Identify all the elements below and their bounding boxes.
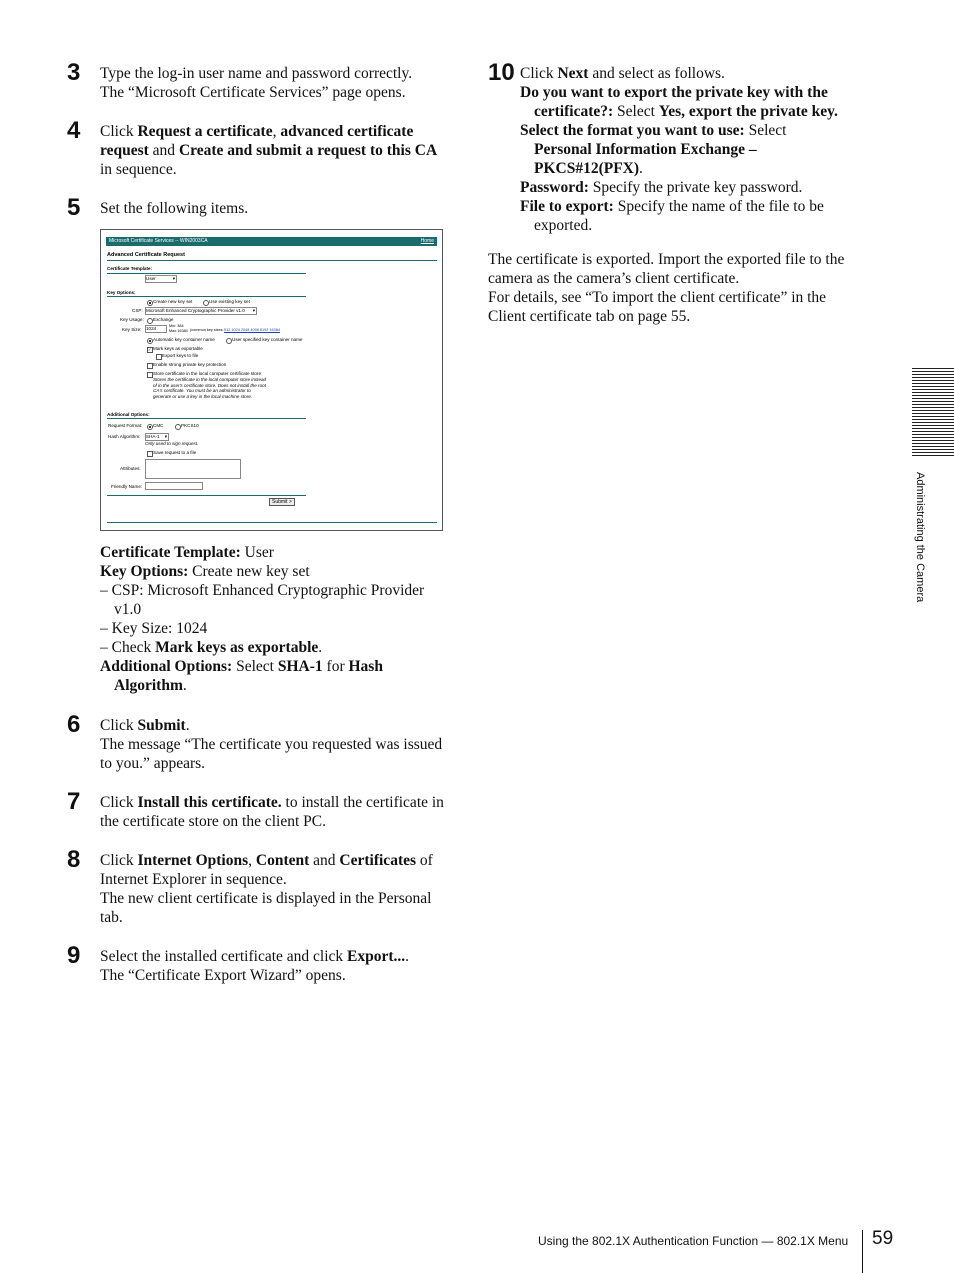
- bold-text: File to export:: [520, 198, 614, 215]
- step-10-text: [520, 64, 870, 235]
- certificate-request-screenshot: [100, 229, 443, 531]
- page-heading: Advanced Certificate Request: [107, 252, 185, 258]
- footer-divider: [862, 1230, 863, 1273]
- step-3-text: [100, 64, 450, 102]
- select-value: SHA-1: [146, 434, 160, 439]
- chevron-down-icon: ▾: [164, 434, 167, 439]
- bold-text: Yes, export the private key.: [658, 103, 838, 120]
- checkbox-label: Mark keys as exportable: [153, 346, 203, 351]
- bold-text: Install this certificate.: [137, 794, 282, 811]
- step-text: Type the log-in user name and password correctly.: [100, 65, 413, 82]
- select-value: User: [146, 276, 156, 281]
- text: – Check: [100, 639, 156, 656]
- step-7-text: [100, 793, 444, 831]
- text: Click: [520, 65, 558, 82]
- select-value: Microsoft Enhanced Cryptographic Provider v1.0: [146, 308, 245, 313]
- checkbox-label: Save request to a file: [153, 450, 197, 455]
- section-label: Additional Options:: [107, 412, 150, 417]
- text: and: [309, 852, 340, 869]
- step-number: 9: [67, 942, 81, 969]
- step-8-text: [100, 851, 444, 927]
- hash-note: Only used to sign request.: [145, 441, 199, 446]
- text: Specify the name of the file to be exported.: [534, 198, 824, 234]
- key-size-links[interactable]: 512 1024 2048 4096 8192 16384: [224, 328, 280, 332]
- text: in sequence.: [100, 161, 177, 178]
- step-number: 5: [67, 194, 81, 221]
- csp-select[interactable]: [145, 307, 257, 315]
- text: and: [148, 142, 179, 159]
- divider: [107, 296, 306, 297]
- step-text: The “Certificate Export Wizard” opens.: [100, 967, 346, 984]
- bold-text: Mark keys as exportable: [155, 639, 319, 656]
- step-number: 3: [67, 59, 81, 86]
- side-tab-label: Administrating the Camera: [914, 472, 926, 603]
- bold-text: Internet Options: [137, 852, 249, 869]
- checkbox-label: Enable strong private key protection: [153, 362, 227, 367]
- radio-label: Automatic key container name: [153, 337, 215, 342]
- paragraph: The certificate is exported. Import the exported file to the camera as the camera’s client certificate.: [488, 251, 845, 287]
- list-item: – Key Size: 1024: [100, 620, 208, 637]
- step-number: 7: [67, 788, 81, 815]
- field-label: Key Usage:: [120, 317, 144, 322]
- bold-text: Do you want to export the private key with the certificate?:: [520, 84, 828, 120]
- chevron-down-icon: ▾: [252, 308, 255, 313]
- text: Click: [100, 717, 138, 734]
- field-label: Key Size:: [122, 327, 142, 332]
- export-result-text: [488, 250, 863, 326]
- text: .: [318, 639, 323, 656]
- text: Click: [100, 794, 138, 811]
- bold-text: Select the format you want to use:: [520, 122, 745, 139]
- bold-text: Personal Information Exchange – PKCS#12(PFX): [534, 141, 757, 177]
- text: Select: [744, 122, 787, 139]
- checkbox-label: Store certificate in the local computer certificate store: [153, 371, 262, 376]
- radio-label: User specified key container name: [232, 337, 303, 342]
- field-label: CSP:: [132, 308, 143, 313]
- key-size-min: Min: 384: [169, 324, 184, 328]
- step-text: The message “The certificate you requested was issued to you.” appears.: [100, 736, 443, 772]
- field-label: Attributes:: [120, 466, 141, 471]
- bold-text: Additional Options:: [100, 658, 233, 675]
- radio-label: PKCS10: [181, 423, 199, 428]
- page-number: 59: [872, 1228, 894, 1249]
- bold-text: SHA-1: [277, 658, 323, 675]
- step-text: The new client certificate is displayed in the Personal tab.: [100, 890, 432, 926]
- attributes-textarea[interactable]: [145, 459, 241, 479]
- bold-text: Certificates: [339, 852, 417, 869]
- step-5-text: [100, 199, 444, 218]
- radio-label: CMC: [153, 423, 164, 428]
- checkbox-mark-exportable[interactable]: ✓: [148, 347, 152, 352]
- bold-text: Request a certificate: [137, 123, 273, 140]
- field-label: Request Format:: [108, 423, 143, 428]
- divider: [107, 260, 437, 261]
- text: .: [185, 717, 190, 734]
- radio-label: Exchange: [153, 317, 174, 322]
- text: Select the installed certificate and click: [100, 948, 348, 965]
- hash-select[interactable]: [145, 433, 169, 441]
- text: for: [322, 658, 349, 675]
- bold-text: advanced certificate request: [100, 123, 414, 159]
- bold-text: Hash Algorithm: [114, 658, 383, 694]
- text: Select: [232, 658, 278, 675]
- step-text: Set the following items.: [100, 200, 249, 217]
- text: .: [405, 948, 410, 965]
- bold-text: Next: [557, 65, 589, 82]
- key-size-input[interactable]: [145, 325, 167, 333]
- bold-text: Create and submit a request to this CA: [178, 142, 438, 159]
- divider: [107, 273, 306, 274]
- radio-label: Create new key set: [153, 299, 193, 304]
- step-number: 4: [67, 117, 81, 144]
- friendly-name-input[interactable]: [145, 482, 203, 490]
- step-number: 6: [67, 711, 81, 738]
- side-tab-bars: [912, 368, 954, 460]
- key-size-note: (common key sizes:: [190, 328, 224, 332]
- field-label: Hash Algorithm:: [108, 434, 141, 439]
- step-9-text: [100, 947, 444, 985]
- input-value: 1024: [146, 326, 157, 331]
- key-size-max: Max:16384: [169, 329, 188, 333]
- paragraph: For details, see “To import the client certificate” in the Client certificate tab on page 55.: [488, 289, 827, 325]
- step-number: 10: [488, 59, 515, 86]
- text: and select as follows.: [588, 65, 725, 82]
- bold-text: Submit: [137, 717, 186, 734]
- bold-text: Key Options:: [100, 563, 189, 580]
- text: ,: [248, 852, 256, 869]
- text: Click: [100, 852, 138, 869]
- field-label: Friendly Name:: [111, 484, 143, 489]
- bold-text: Password:: [520, 179, 589, 196]
- title-bar: [106, 237, 437, 246]
- section-label: Certificate Template:: [107, 266, 153, 271]
- radio-label: Use existing key set: [209, 299, 250, 304]
- title-bar-text: Microsoft Certificate Services -- WIN2003CA: [109, 238, 208, 244]
- section-label: Key Options:: [107, 290, 136, 295]
- list-item: – CSP: Microsoft Enhanced Cryptographic Provider v1.0: [100, 582, 425, 618]
- chevron-down-icon: ▾: [172, 276, 175, 281]
- divider: [107, 495, 306, 496]
- template-select[interactable]: [145, 275, 177, 283]
- divider: [107, 418, 306, 419]
- checkbox-label: Export keys to file: [162, 353, 199, 358]
- text: Specify the private key password.: [588, 179, 803, 196]
- footer-text: Using the 802.1X Authentication Function — 802.1X Menu: [538, 1234, 849, 1248]
- store-note: Stores the certificate in the local computer store instead of in the user's certificate store. Does not install the root CA's certificate. You must be an administrator to generate or use a key in the local machine store.: [153, 377, 267, 399]
- bold-text: Content: [255, 852, 310, 869]
- text: .: [639, 160, 643, 177]
- text: User: [240, 544, 274, 561]
- text: Click: [100, 123, 138, 140]
- text: of Internet Explorer in sequence.: [100, 852, 433, 888]
- step-number: 8: [67, 846, 81, 873]
- bold-text: Certificate Template:: [100, 544, 241, 561]
- text: Select: [613, 103, 659, 120]
- text: .: [182, 677, 187, 694]
- step-6-text: [100, 716, 444, 773]
- text: Create new key set: [188, 563, 310, 580]
- divider: [107, 522, 437, 523]
- step-4-text: [100, 122, 444, 179]
- home-link[interactable]: Home: [420, 238, 434, 244]
- text: ,: [272, 123, 281, 140]
- bold-text: Export...: [347, 948, 406, 965]
- submit-button[interactable]: Submit >: [269, 498, 295, 506]
- text: to install the certificate in the certificate store on the client PC.: [100, 794, 444, 830]
- step-text: The “Microsoft Certificate Services” page opens.: [100, 84, 406, 101]
- settings-list: [100, 543, 444, 695]
